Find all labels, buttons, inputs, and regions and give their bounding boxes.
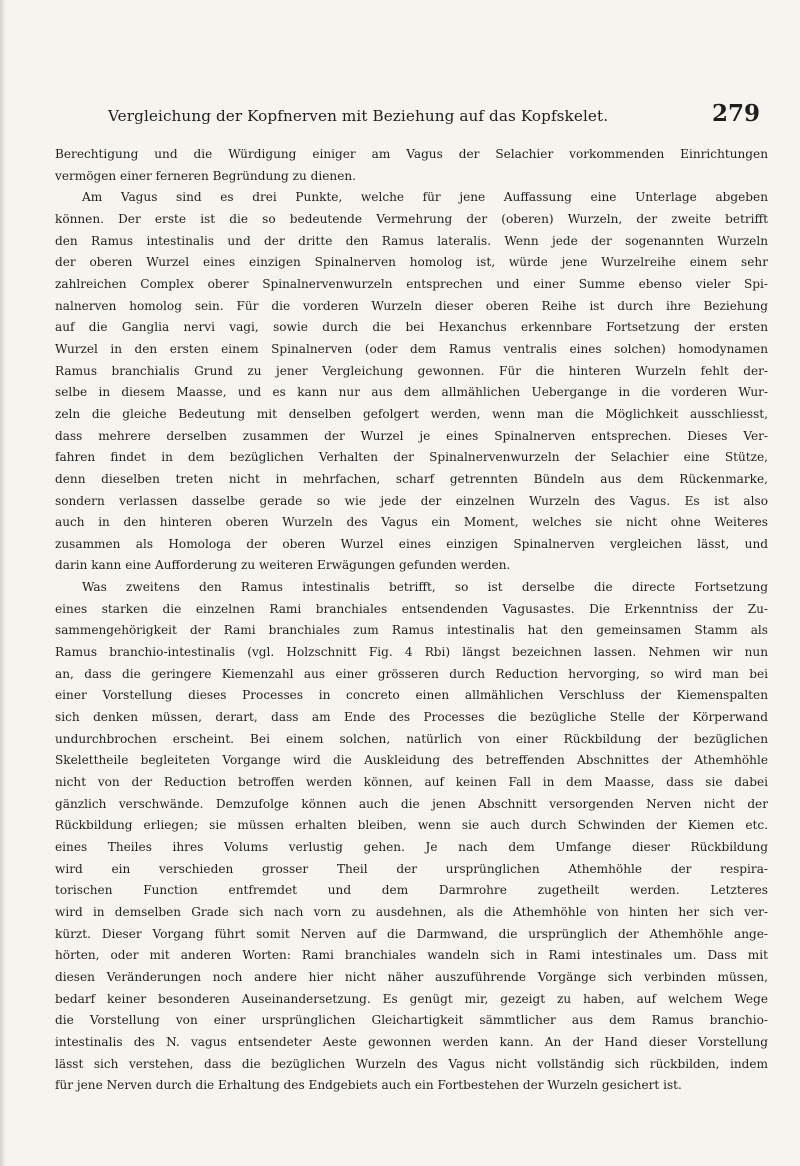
text-line: Ramus branchio-intestinalis (vgl. Holzschnitt Fig. 4 Rbi) längst bezeichnen lassen. Nehmen wir nun	[55, 645, 768, 660]
text-line: wird in demselben Grade sich nach vorn zu ausdehnen, als die Athemhöhle von hinten her sich ver-	[55, 904, 768, 919]
text-line: sondern verlassen dasselbe gerade so wie jede der einzelnen Wurzeln des Vagus. Es ist also	[55, 493, 768, 508]
text-line: kürzt. Dieser Vorgang führt somit Nerven auf die Darmwand, die ursprünglich der Athemhöhle ange-	[55, 926, 768, 941]
page-header	[108, 100, 760, 132]
page-number: 279	[711, 100, 760, 127]
text-line: Am Vagus sind es drei Punkte, welche für jene Auffassung eine Unterlage abgeben	[82, 190, 768, 205]
text-line: Rückbildung erliegen; sie müssen erhalten bleiben, wenn sie auch durch Schwinden der Kiemen etc.	[55, 818, 768, 833]
text-line: an, dass die geringere Kiemenzahl aus einer grösseren durch Reduction hervorging, so wird man bei	[55, 666, 768, 681]
text-line: diesen Veränderungen noch andere hier nicht näher auszuführende Vorgänge sich verbinden müssen,	[55, 969, 768, 984]
text-line: nalnerven homolog sein. Für die vorderen Wurzeln dieser oberen Reihe ist durch ihre Beziehung	[55, 298, 768, 313]
text-line: Berechtigung und die Würdigung einiger am Vagus der Selachier vorkommenden Einrichtungen	[55, 147, 768, 161]
text-line: sich denken müssen, derart, dass am Ende des Processes die bezügliche Stelle der Körperwand	[55, 710, 768, 725]
text-line: Was zweitens den Ramus intestinalis betrifft, so ist derselbe die directe Fortsetzung	[82, 580, 768, 595]
text-line: vermögen einer ferneren Begründung zu dienen.	[55, 168, 356, 183]
text-line: auch in den hinteren oberen Wurzeln des Vagus ein Moment, welches sie nicht ohne Weiteres	[55, 515, 768, 530]
text-line: wird ein verschieden grosser Theil der ursprünglichen Athemhöhle der respira-	[55, 861, 768, 876]
text-line: eines starken die einzelnen Rami branchiales entsendenden Vagusastes. Die Erkenntniss der Zu-	[55, 601, 768, 616]
text-line: für jene Nerven durch die Erhaltung des Endgebiets auch ein Fortbestehen der Wurzeln gesichert ist.	[55, 1078, 682, 1093]
text-line: sammengehörigkeit der Rami branchiales zum Ramus intestinalis hat den gemeinsamen Stamm als	[55, 623, 768, 638]
text-line: undurchbrochen erscheint. Bei einem solchen, natürlich von einer Rückbildung der bezüglichen	[55, 731, 768, 746]
text-line: können. Der erste ist die so bedeutende Vermehrung der (oberen) Wurzeln, der zweite betrifft	[55, 211, 768, 226]
text-line: fahren findet in dem bezüglichen Verhalten der Spinalnervenwurzeln der Selachier eine Stütze,	[55, 450, 768, 465]
text-line: denn dieselben treten nicht in mehrfachen, scharf getrennten Bündeln aus dem Rückenmarke,	[55, 471, 768, 486]
text-line: intestinalis des N. vagus entsendeter Aeste gewonnen werden kann. An der Hand dieser Vorstellung	[55, 1034, 768, 1049]
text-line: zeln die gleiche Bedeutung mit denselben gefolgert werden, wenn man die Möglichkeit ausschliesst,	[55, 406, 768, 421]
text-line: torischen Function entfremdet und dem Darmrohre zugetheilt werden. Letzteres	[55, 883, 768, 898]
text-line: Wurzel in den ersten einem Spinalnerven (oder dem Ramus ventralis eines solchen) homodynamen	[55, 341, 768, 356]
text-line: dass mehrere derselben zusammen der Wurzel je eines Spinalnerven entsprechen. Dieses Ver-	[55, 428, 768, 443]
text-line: darin kann eine Aufforderung zu weiteren Erwägungen gefunden werden.	[55, 558, 511, 573]
text-line: bedarf keiner besonderen Auseinandersetzung. Es genügt mir, gezeigt zu haben, auf welchem Wege	[55, 991, 768, 1006]
text-line: eines Theiles ihres Volums verlustig gehen. Je nach dem Umfange dieser Rückbildung	[55, 840, 768, 854]
text-line: lässt sich verstehen, dass die bezüglichen Wurzeln des Vagus nicht vollständig sich rückbilden, indem	[55, 1056, 768, 1071]
text-line: nicht von der Reduction betroffen werden können, auf keinen Fall in dem Maasse, dass sie dabei	[55, 775, 768, 790]
text-line: Skelettheile begleiteten Vorgange wird die Auskleidung des betreffenden Abschnittes der Athemhöhle	[55, 753, 768, 768]
text-line: hörten, oder mit anderen Worten: Rami branchiales wandeln sich in Rami intestinales um. Dass mit	[55, 948, 768, 963]
text-line: gänzlich verschwände. Demzufolge können auch die jenen Abschnitt versorgenden Nerven nicht der	[55, 796, 768, 811]
page-edge-shadow	[0, 0, 6, 1166]
running-head: Vergleichung der Kopfnerven mit Beziehung auf das Kopfskelet.	[108, 107, 609, 125]
body-text	[55, 144, 768, 1097]
text-line: zusammen als Homologa der oberen Wurzel eines einzigen Spinalnerven vergleichen lässt, und	[55, 536, 768, 551]
text-line: die Vorstellung von einer ursprünglichen Gleichartigkeit sämmtlicher aus dem Ramus branchio-	[55, 1013, 768, 1028]
text-line: selbe in diesem Maasse, und es kann nur aus dem allmählichen Uebergange in die vorderen Wur-	[55, 385, 768, 400]
text-line: der oberen Wurzel eines einzigen Spinalnerven homolog ist, würde jene Wurzelreihe einem sehr	[55, 255, 768, 270]
text-line: zahlreichen Complex oberer Spinalnervenwurzeln entsprechen und einer Summe ebenso vieler Spi-	[55, 276, 768, 291]
text-line: Ramus branchialis Grund zu jener Vergleichung gewonnen. Für die hinteren Wurzeln fehlt der-	[55, 363, 768, 378]
text-line: einer Vorstellung dieses Processes in concreto einen allmählichen Verschluss der Kiemenspalten	[55, 688, 768, 703]
text-line: auf die Ganglia nervi vagi, sowie durch die bei Hexanchus erkennbare Fortsetzung der ersten	[55, 320, 768, 335]
text-line: den Ramus intestinalis und der dritte den Ramus lateralis. Wenn jede der sogenannten Wurzeln	[55, 233, 768, 248]
